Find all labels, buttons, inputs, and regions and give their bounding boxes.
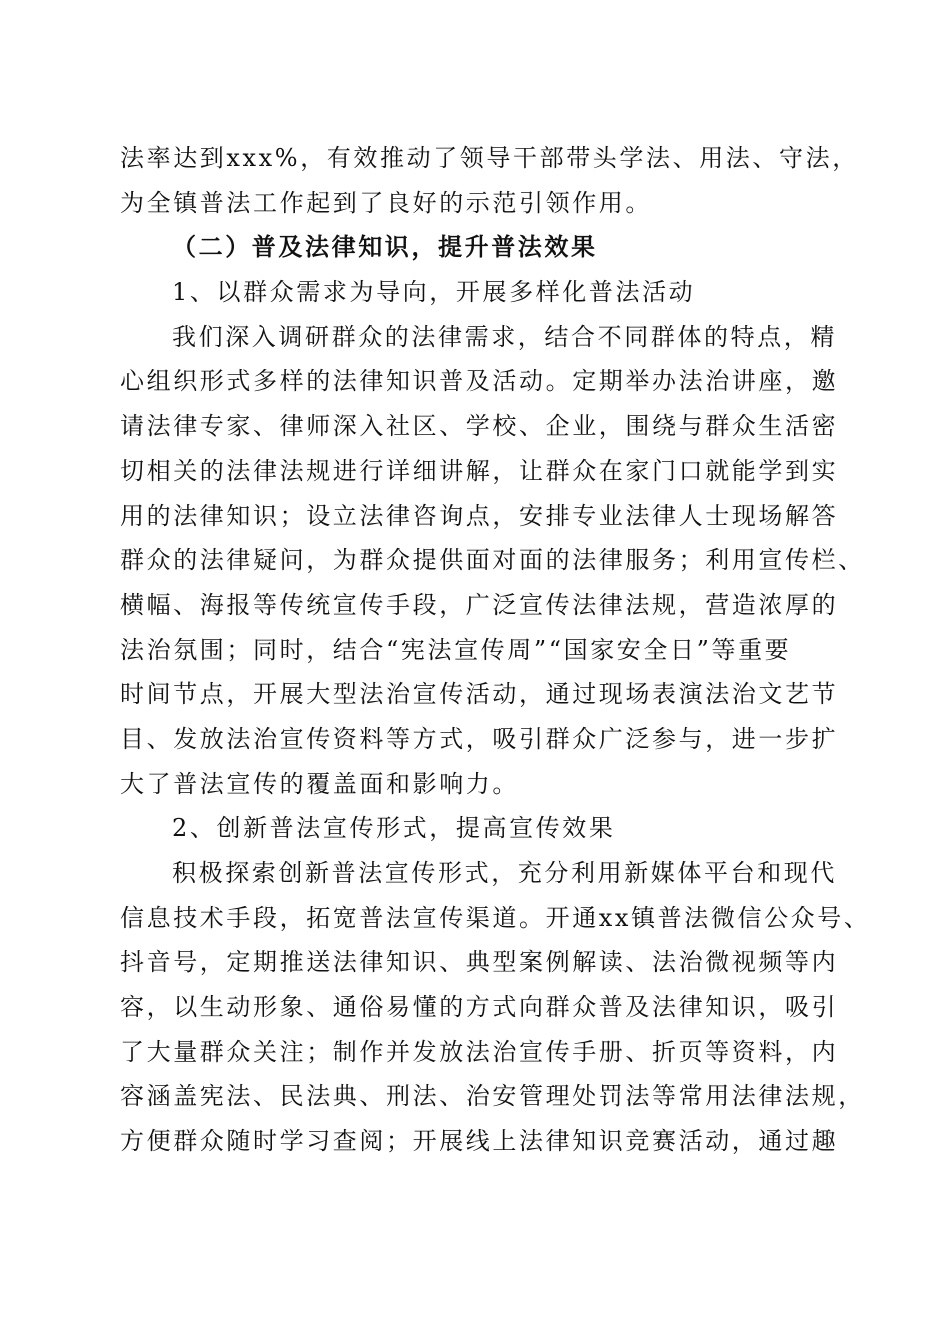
body-line: 抖音号，定期推送法律知识、典型案例解读、法治微视频等内 [120, 948, 839, 977]
document-body [120, 136, 871, 1164]
body-line: 目、发放法治宣传资料等方式，吸引群众广泛参与，进一步扩 [120, 724, 839, 753]
paragraph-first-line: 我们深入调研群众的法律需求，结合不同群体的特点，精 [172, 322, 837, 351]
subsection-heading: 2、创新普法宣传形式，提高宣传效果 [172, 814, 616, 843]
body-line: 时间节点，开展大型法治宣传活动，通过现场表演法治文艺节 [120, 680, 839, 709]
body-line: 请法律专家、律师深入社区、学校、企业，围绕与群众生活密 [120, 412, 839, 441]
body-line: 了大量群众关注；制作并发放法治宣传手册、折页等资料，内 [120, 1037, 839, 1066]
body-line: 方便群众随时学习查阅；开展线上法律知识竞赛活动，通过趣 [120, 1127, 839, 1156]
body-line: 法治氛围；同时，结合“宪法宣传周”“国家安全日”等重要 [120, 635, 792, 664]
body-line: 横幅、海报等传统宣传手段，广泛宣传法律法规，营造浓厚的 [120, 590, 839, 619]
section-heading: （二）普及法律知识，提升普法效果 [172, 232, 598, 262]
body-line: 大了普法宣传的覆盖面和影响力。 [120, 769, 519, 798]
body-line: 信息技术手段，拓宽普法宣传渠道。开通xx镇普法微信公众号、 [120, 903, 871, 932]
body-line: 切相关的法律法规进行详细讲解，让群众在家门口就能学到实 [120, 456, 839, 485]
body-line: 心组织形式多样的法律知识普及活动。定期举办法治讲座，邀 [120, 367, 839, 396]
body-line: 群众的法律疑问，为群众提供面对面的法律服务；利用宣传栏、 [120, 546, 865, 575]
body-line: 法率达到xxx%，有效推动了领导干部带头学法、用法、守法， [120, 144, 859, 172]
paragraph-first-line: 积极探索创新普法宣传形式，充分利用新媒体平台和现代 [172, 859, 837, 887]
body-line: 为全镇普法工作起到了良好的示范引领作用。 [120, 188, 652, 217]
body-line: 容涵盖宪法、民法典、刑法、治安管理处罚法等常用法律法规， [120, 1082, 865, 1111]
subsection-heading: 1、以群众需求为导向，开展多样化普法活动 [172, 278, 696, 307]
body-line: 容，以生动形象、通俗易懂的方式向群众普及法律知识，吸引 [120, 993, 839, 1022]
body-line: 用的法律知识；设立法律咨询点，安排专业法律人士现场解答 [120, 501, 839, 530]
